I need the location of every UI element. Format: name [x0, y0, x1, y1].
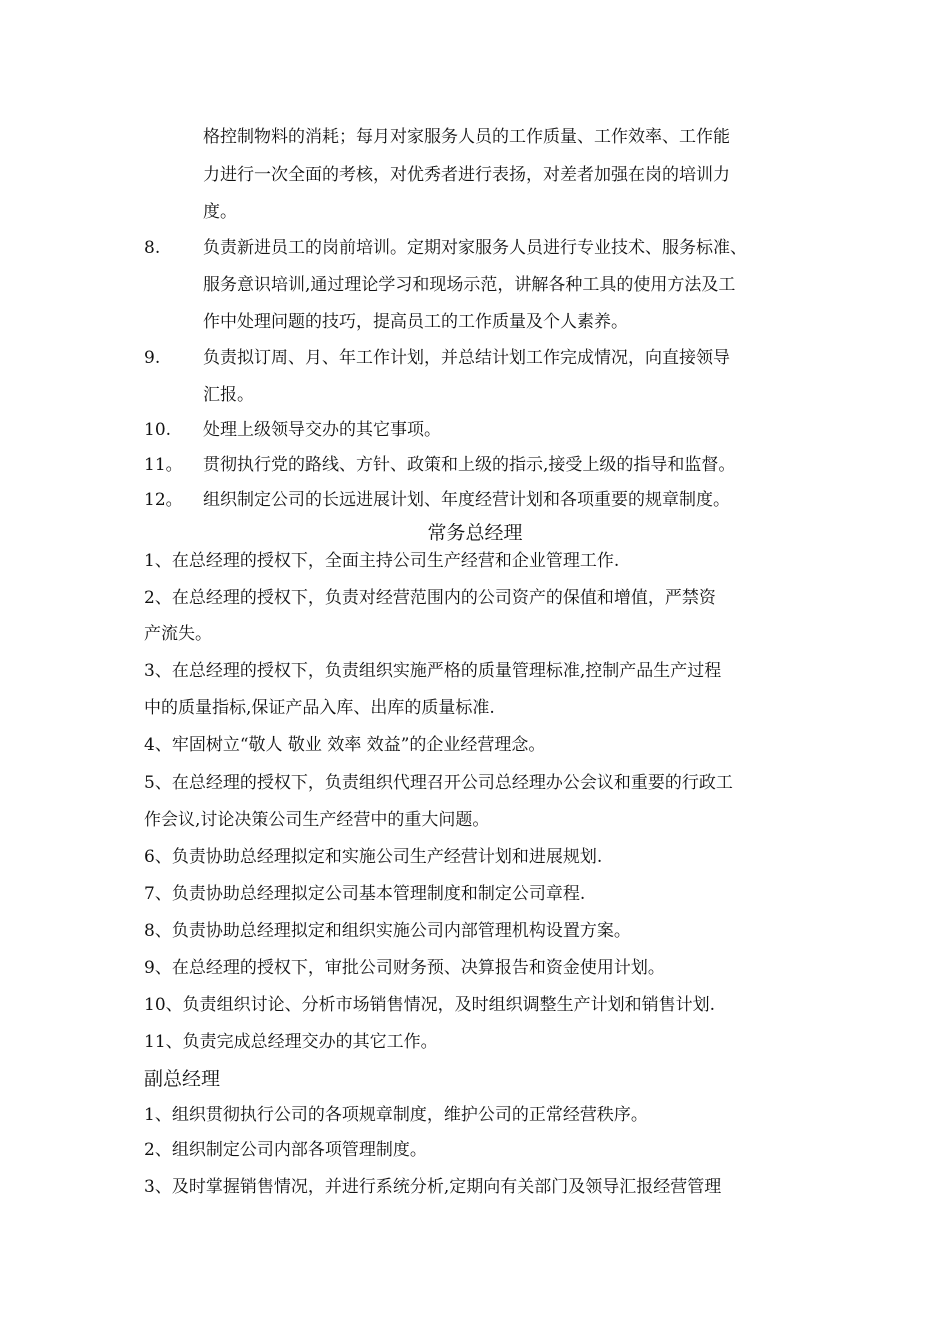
exec-line: 产流失。 — [144, 624, 212, 644]
item-number: 10. — [144, 420, 172, 440]
deputy-line: 3、及时掌握销售情况，并进行系统分析,定期向有关部门及领导汇报经营管理 — [144, 1177, 722, 1197]
exec-line: 1、在总经理的授权下，全面主持公司生产经营和企业管理工作. — [144, 551, 620, 571]
exec-line: 8、负责协助总经理拟定和组织实施公司内部管理机构设置方案。 — [144, 921, 631, 941]
exec-line: 11、负责完成总经理交办的其它工作。 — [144, 1032, 438, 1052]
deputy-line: 1、组织贯彻执行公司的各项规章制度，维护公司的正常经营秩序。 — [144, 1105, 648, 1125]
exec-line: 7、负责协助总经理拟定公司基本管理制度和制定公司章程. — [144, 884, 586, 904]
exec-line: 2、在总经理的授权下，负责对经营范围内的公司资产的保值和增值，严禁资 — [144, 588, 716, 608]
item-line: 处理上级领导交办的其它事项。 — [203, 420, 441, 440]
exec-line: 3、在总经理的授权下，负责组织实施严格的质量管理标准,控制产品生产过程 — [144, 661, 722, 681]
continued-line: 度。 — [203, 202, 237, 222]
item-line: 服务意识培训,通过理论学习和现场示范，讲解各种工具的使用方法及工 — [203, 275, 736, 295]
item-line: 贯彻执行党的路线、方针、政策和上级的指示,接受上级的指导和监督。 — [203, 455, 736, 475]
item-line: 组织制定公司的长远进展计划、年度经营计划和各项重要的规章制度。 — [203, 490, 730, 510]
item-number: 12。 — [144, 490, 183, 510]
deputy-line: 2、组织制定公司内部各项管理制度。 — [144, 1140, 427, 1160]
item-line: 负责拟订周、月、年工作计划，并总结计划工作完成情况，向直接领导 — [203, 348, 730, 368]
item-line: 负责新进员工的岗前培训。定期对家服务人员进行专业技术、服务标准、 — [203, 238, 747, 258]
section-title-executive: 常务总经理 — [427, 522, 523, 544]
item-line: 作中处理问题的技巧，提高员工的工作质量及个人素养。 — [203, 312, 628, 332]
exec-line: 中的质量指标,保证产品入库、出库的质量标准. — [144, 698, 495, 718]
exec-line: 10、负责组织讨论、分析市场销售情况，及时组织调整生产计划和销售计划. — [144, 995, 716, 1015]
exec-line: 5、在总经理的授权下，负责组织代理召开公司总经理办公会议和重要的行政工 — [144, 773, 733, 793]
exec-line: 9、在总经理的授权下，审批公司财务预、决算报告和资金使用计划。 — [144, 958, 665, 978]
continued-line: 力进行一次全面的考核，对优秀者进行表扬，对差者加强在岗的培训力 — [203, 165, 730, 185]
item-number: 8. — [144, 238, 161, 258]
section-title-deputy: 副总经理 — [144, 1068, 221, 1090]
item-line: 汇报。 — [203, 385, 254, 405]
item-number: 9. — [144, 348, 161, 368]
continued-line: 格控制物料的消耗；每月对家服务人员的工作质量、工作效率、工作能 — [203, 127, 730, 147]
exec-line: 4、牢固树立“敬人 敬业 效率 效益”的企业经营理念。 — [144, 735, 546, 755]
exec-line: 作会议,讨论决策公司生产经营中的重大问题。 — [144, 810, 490, 830]
exec-line: 6、负责协助总经理拟定和实施公司生产经营计划和进展规划. — [144, 847, 603, 867]
item-number: 11。 — [144, 455, 183, 475]
